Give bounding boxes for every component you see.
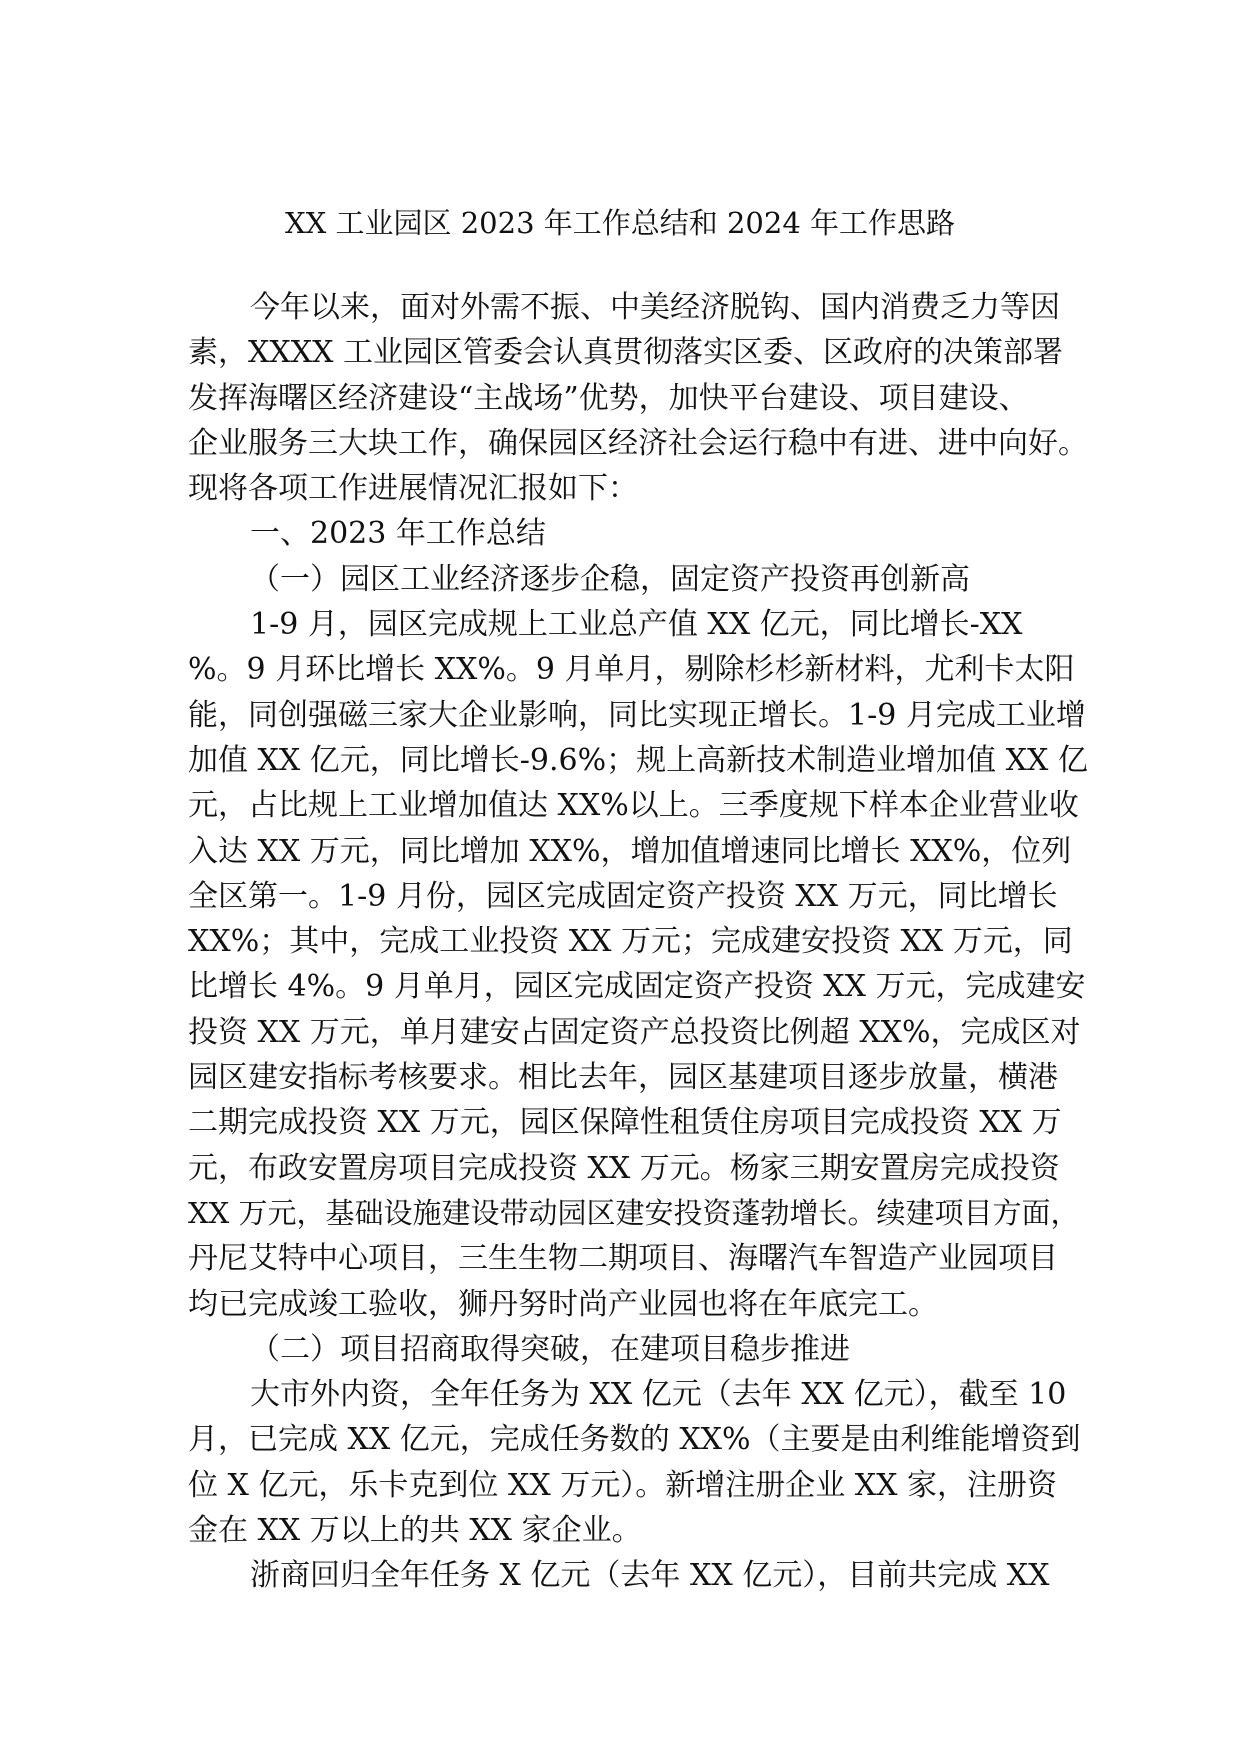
- text-line: 位 X 亿元，乐卡克到位 XX 万元）。新增注册企业 XX 家，注册资: [188, 1467, 1058, 1503]
- text-line: 园区建安指标考核要求。相比去年，园区基建项目逐步放量，横港: [188, 1060, 1058, 1096]
- text-line: XX 万元，基础设施建设带动园区建安投资蓬勃增长。续建项目方面，: [188, 1195, 1080, 1230]
- text-line: 比增长 4%。9 月单月，园区完成固定资产投资 XX 万元，完成建安: [188, 969, 1086, 1005]
- text-line: 今年以来，面对外需不振、中美经济脱钩、国内消费乏力等因: [250, 290, 1060, 325]
- text-line: 均已完成竣工验收，狮丹努时尚产业园也将在年底完工。: [188, 1286, 938, 1322]
- text-line: 素，XXXX 工业园区管委会认真贯彻落实区委、区政府的决策部署: [188, 335, 1063, 371]
- text-line: 元，占比规上工业增加值达 XX%以上。三季度规下样本企业营业收: [188, 788, 1079, 824]
- text-line: XX%；其中，完成工业投资 XX 万元；完成建安投资 XX 万元，同: [188, 924, 1073, 960]
- text-line: 浙商回归全年任务 X 亿元（去年 XX 亿元），目前共完成 XX: [250, 1558, 1050, 1594]
- text-line: 元，布政安置房项目完成投资 XX 万元。杨家三期安置房完成投资: [188, 1150, 1060, 1186]
- text-line: 投资 XX 万元，单月建安占固定资产总投资比例超 XX%，完成区对: [188, 1014, 1081, 1050]
- text-line: 现将各项工作进展情况汇报如下：: [188, 471, 638, 507]
- text-line: 二期完成投资 XX 万元，园区保障性租赁住房项目完成投资 XX 万: [188, 1105, 1062, 1141]
- text-line: 月，已完成 XX 亿元，完成任务数的 XX%（主要是由利维能增资到: [188, 1422, 1081, 1458]
- text-line: 丹尼艾特中心项目，三生生物二期项目、海曙汽车智造产业园项目: [188, 1241, 1058, 1277]
- text-line: （二）项目招商取得突破，在建项目稳步推进: [250, 1331, 850, 1367]
- text-line: 入达 XX 万元，同比增加 XX%，增加值增速同比增长 XX%，位列: [188, 833, 1072, 869]
- text-line: 金在 XX 万以上的共 XX 家企业。: [188, 1513, 642, 1549]
- text-line: 发挥海曙区经济建设“主战场”优势，加快平台建设、项目建设、: [188, 380, 1029, 416]
- text-line: 能，同创强磁三家大企业影响，同比实现正增长。1-9 月完成工业增: [188, 697, 1086, 733]
- text-line: 全区第一。1-9 月份，园区完成固定资产投资 XX 万元，同比增长: [188, 878, 1058, 914]
- document-body: [188, 285, 1088, 1599]
- text-line: 企业服务三大块工作，确保园区经济社会运行稳中有进、进中向好。: [188, 425, 1088, 461]
- text-line: 加值 XX 亿元，同比增长-9.6%；规上高新技术制造业增加值 XX 亿: [188, 742, 1088, 778]
- text-line: %。9 月环比增长 XX%。9 月单月，剔除杉杉新材料，尤利卡太阳: [188, 652, 1075, 688]
- text-line: 大市外内资，全年任务为 XX 亿元（去年 XX 亿元），截至 10: [250, 1377, 1067, 1413]
- text-line: 一、2023 年工作总结: [250, 516, 546, 552]
- text-line: （一）园区工业经济逐步企稳，固定资产投资再创新高: [250, 561, 970, 597]
- document-title: XX 工业园区 2023 年工作总结和 2024 年工作思路: [285, 206, 955, 240]
- text-line: 1-9 月，园区完成规上工业总产值 XX 亿元，同比增长-XX: [250, 607, 1023, 643]
